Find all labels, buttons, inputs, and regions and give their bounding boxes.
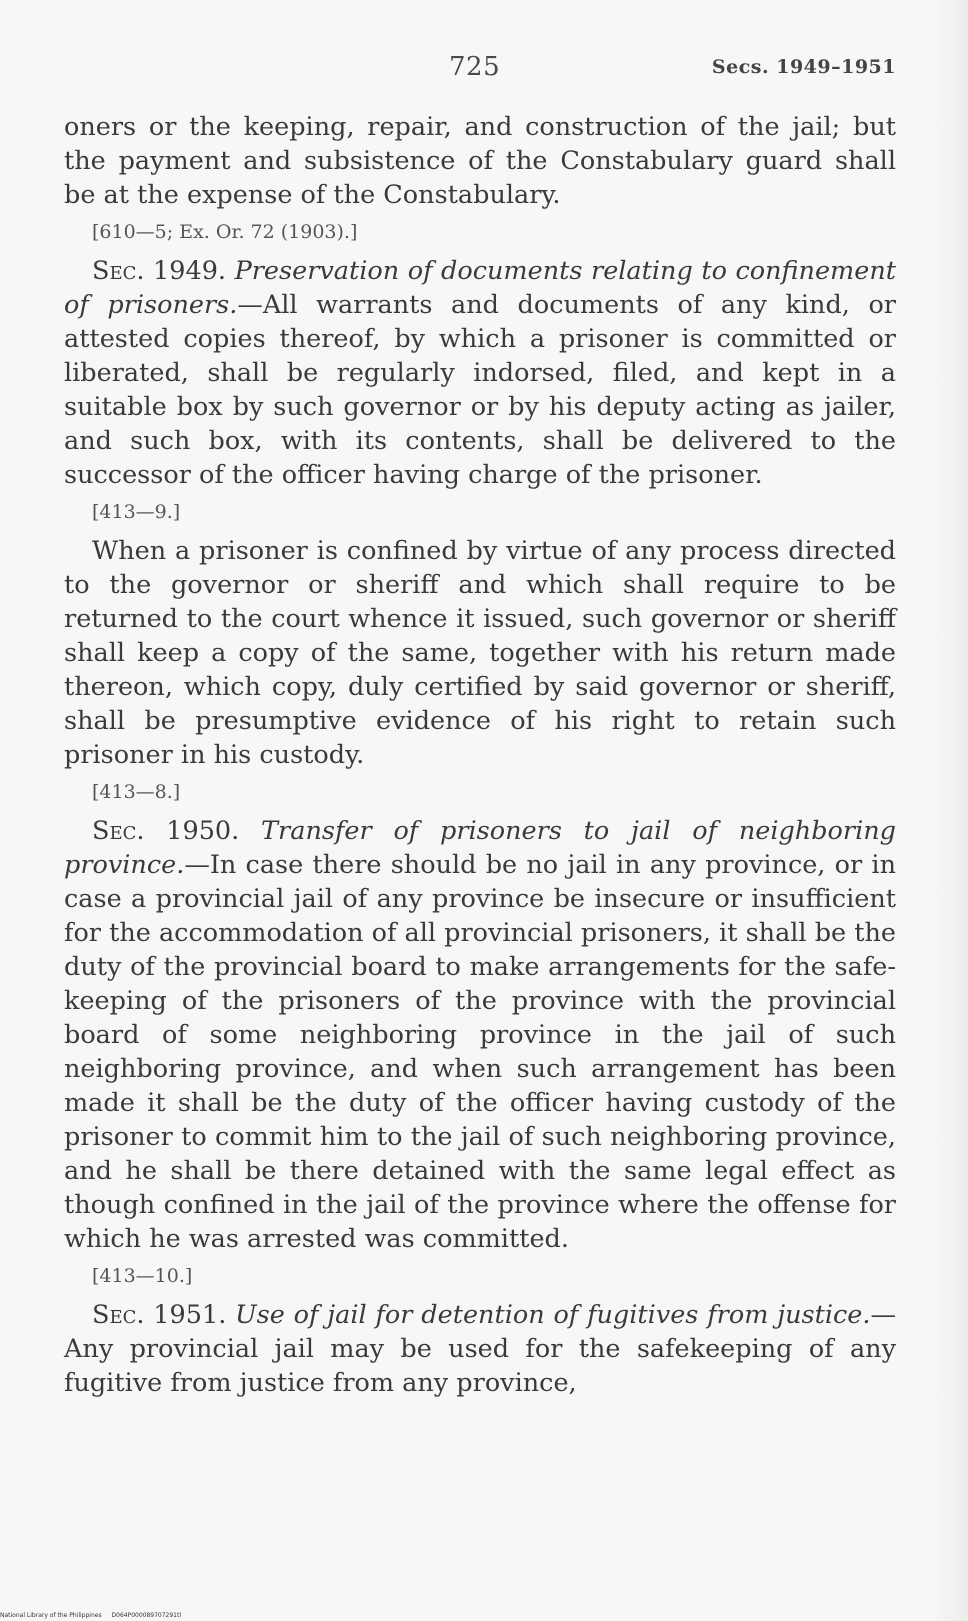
paragraph: When a prisoner is confined by virtue of any process directed to the governor or sheriff and which shall require to be returned to the court whence it issued, such governor or sheriff shall keep a copy of the same, together with his return made thereon, which copy, duly certified by said governor or sheriff, shall be presumptive evidence of his right to retain such prisoner in his custody. bbox=[64, 536, 896, 770]
section-title: Use of jail for detention of fugitives from justice. bbox=[235, 1300, 871, 1330]
section-body: —In case there should be no jail in any province, or in case a provincial jail of any province be insecure or insufficient for the accommodation of all provincial prisoners, it shall be the duty of the provincial board to make arrangements for the safe-keeping of the prisoners of the province with the provincial board of some neighboring province in the jail of such neighboring province, and when such arrangement has been made it shall be the duty of the officer having custody of the prisoner to commit him to the jail of such neighboring province, and he shall be there detained with the same legal effect as though confined in the jail of the province where the offense for which he was arrested was committed. bbox=[64, 850, 896, 1254]
section-1951 bbox=[64, 1298, 896, 1400]
section-title: Transfer of prisoners to jail of neighboring province. bbox=[64, 816, 896, 880]
paragraph-continuation: oners or the keeping, repair, and construction of the jail; but the payment and subsistence of the Constabulary guard shall be at the expense of the Constabulary. bbox=[64, 112, 896, 210]
section-1949 bbox=[64, 254, 896, 492]
page-header bbox=[64, 52, 896, 86]
page-edge-shading bbox=[932, 0, 968, 1621]
section-1950 bbox=[64, 814, 896, 1256]
section-label: Sec. 1949. bbox=[92, 256, 227, 286]
citation: [413—9.] bbox=[92, 501, 181, 523]
scan-footer bbox=[0, 1612, 189, 1619]
section-body: —All warrants and documents of any kind, or attested copies thereof, by which a prisoner is committed or liberated, shall be regularly indorsed, filed, and kept in a suitable box by such governor or by his deputy acting as jailer, and such box, with its contents, shall be delivered to the successor of the officer having charge of the prisoner. bbox=[64, 290, 896, 490]
section-body: —Any provincial jail may be used for the safekeeping of any fugitive from justice from any province, bbox=[64, 1300, 896, 1398]
citation: [413—10.] bbox=[92, 1265, 193, 1287]
scan-code: D064P000089707291tl bbox=[111, 1612, 182, 1619]
section-range: Secs. 1949–1951 bbox=[711, 56, 896, 78]
page-body bbox=[64, 110, 896, 1400]
section-title: Preservation of documents relating to confinement of prisoners. bbox=[64, 256, 896, 320]
section-label: Sec. 1950. bbox=[92, 816, 240, 846]
section-label: Sec. 1951. bbox=[92, 1300, 227, 1330]
citation: [610—5; Ex. Or. 72 (1903).] bbox=[92, 221, 358, 243]
citation: [413—8.] bbox=[92, 781, 181, 803]
library-credit: National Library of the Philippines bbox=[0, 1612, 102, 1619]
page-number: 725 bbox=[449, 52, 501, 82]
